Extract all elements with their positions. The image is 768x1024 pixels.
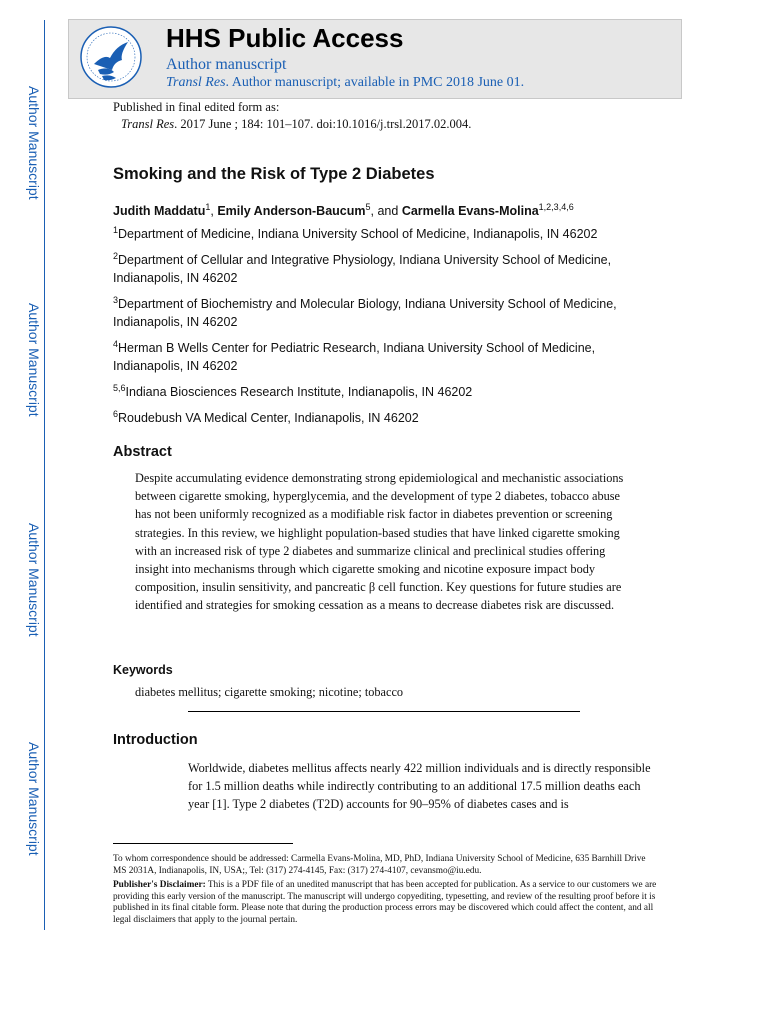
disclaimer-note <box>113 880 658 926</box>
affiliation-text: Roudebush VA Medical Center, Indianapolis, IN 46202 <box>118 411 419 425</box>
published-citation <box>113 116 471 133</box>
published-form-block <box>113 99 471 133</box>
author-separator: , and <box>370 204 402 218</box>
affiliation-marker: 3 <box>113 294 119 305</box>
correspondence-note: To whom correspondence should be addressed: Carmella Evans-Molina, MD, PhD, Indiana University School of Medicine, 635 Barnhill Drive MS 2031A, Indianapolis, IN, USA;, Tel: (317) 274-4145, Fax: (317) 274-4107, cevansmo@iu.edu. <box>113 854 646 876</box>
affiliation-marker: 4 <box>113 338 119 349</box>
keywords-text: diabetes mellitus; cigarette smoking; nicotine; tobacco <box>135 685 404 699</box>
keywords-heading: Keywords <box>113 663 173 677</box>
abstract-heading: Abstract <box>113 444 172 460</box>
affiliation-marker: 2 <box>113 250 119 261</box>
introduction-text: Worldwide, diabetes mellitus affects nearly 422 million individuals and is directly responsible for 1.5 million deaths while indirectly contributing to an additional 17.5 million deaths each year [1]. Type 2 diabetes (T2D) accounts for 90–95% of diabetes cases and is <box>188 761 651 812</box>
sidebar-label-author-manuscript: Author Manuscript <box>26 742 42 856</box>
journal-abbrev: Transl Res <box>166 75 226 90</box>
author-name: Emily Anderson-Baucum <box>217 204 366 218</box>
footnote-divider <box>113 843 293 844</box>
footnotes <box>113 854 658 929</box>
author-separator: , <box>210 204 218 218</box>
affiliation-item <box>113 339 633 375</box>
sidebar-label-author-manuscript: Author Manuscript <box>26 523 42 637</box>
affiliation-marker: 1 <box>113 224 119 235</box>
sidebar-rule <box>44 20 45 930</box>
affiliation-marker: 5,6 <box>113 382 126 393</box>
affiliation-item <box>113 383 633 401</box>
abstract-text: Despite accumulating evidence demonstrating strong epidemiological and mechanistic associations between cigarette smoking, hyperglycemia, and the development of type 2 diabetes, tobacco abuse has not been uniformly recognized as a modifiable risk factor in diabetes prevention or screening strategies. In this review, we highlight population-based studies that have linked cigarette smoking with an increased risk of type 2 diabetes and summarize clinical and preclinical studies offering insight into mechanisms through which cigarette smoking and nicotine exposure impact body composition, insulin sensitivity, and pancreatic β cell function. Key questions for future studies are identified and strategies for smoking cessation as a means to decrease diabetes risk are discussed. <box>135 471 624 613</box>
author-name: Carmella Evans-Molina <box>401 204 539 218</box>
affiliation-item <box>113 409 633 427</box>
section-divider <box>188 711 580 712</box>
affiliation-item <box>113 225 633 243</box>
affiliation-marker: 6 <box>113 408 119 419</box>
disclaimer-label: Publisher's Disclaimer: <box>113 880 206 890</box>
article-title: Smoking and the Risk of Type 2 Diabetes <box>113 165 435 183</box>
author-list <box>113 201 574 218</box>
sidebar-label-author-manuscript: Author Manuscript <box>26 86 42 200</box>
affiliation-item <box>113 295 633 331</box>
author-manuscript-subtitle: Author manuscript <box>166 56 287 73</box>
affiliation-text: Department of Biochemistry and Molecular Biology, Indiana University School of Medicine, Indianapolis, IN 46202 <box>113 297 617 329</box>
author-affiliation-marker: 5 <box>365 201 371 212</box>
affiliation-text: Department of Cellular and Integrative Physiology, Indiana University School of Medicine, Indianapolis, IN 46202 <box>113 253 612 285</box>
sidebar-label-author-manuscript: Author Manuscript <box>26 303 42 417</box>
citation-details: . 2017 June ; 184: 101–107. doi:10.1016/j.trsl.2017.02.004. <box>174 117 472 131</box>
author-affiliation-marker: 1 <box>205 201 211 212</box>
journal-availability-line <box>166 75 524 91</box>
affiliation-item <box>113 251 633 287</box>
author-name: Judith Maddatu <box>113 204 206 218</box>
citation-journal: Transl Res <box>121 117 175 131</box>
affiliation-text: Department of Medicine, Indiana University School of Medicine, Indianapolis, IN 46202 <box>118 227 598 241</box>
hhs-public-access-title: HHS Public Access <box>166 23 404 53</box>
affiliation-text: Herman B Wells Center for Pediatric Research, Indiana University School of Medicine, Indianapolis, IN 46202 <box>113 341 596 373</box>
affiliation-text: Indiana Biosciences Research Institute, Indianapolis, IN 46202 <box>125 385 473 399</box>
published-label: Published in final edited form as: <box>113 100 280 114</box>
hhs-eagle-seal-icon <box>78 24 144 90</box>
disclaimer-text: This is a PDF file of an unedited manuscript that has been accepted for publication. As a service to our customers we are providing this early version of the manuscript. The manuscript will undergo copyediting, typesetting, and review of the resulting proof before it is published in its final citable form. Please note that during the production process errors may be discovered which could affect the content, and all legal disclaimers that apply to the journal pertain. <box>113 880 657 925</box>
author-affiliation-marker: 1,2,3,4,6 <box>538 201 574 212</box>
introduction-heading: Introduction <box>113 732 198 748</box>
journal-availability-text: . Author manuscript; available in PMC 2018 June 01. <box>225 75 525 90</box>
